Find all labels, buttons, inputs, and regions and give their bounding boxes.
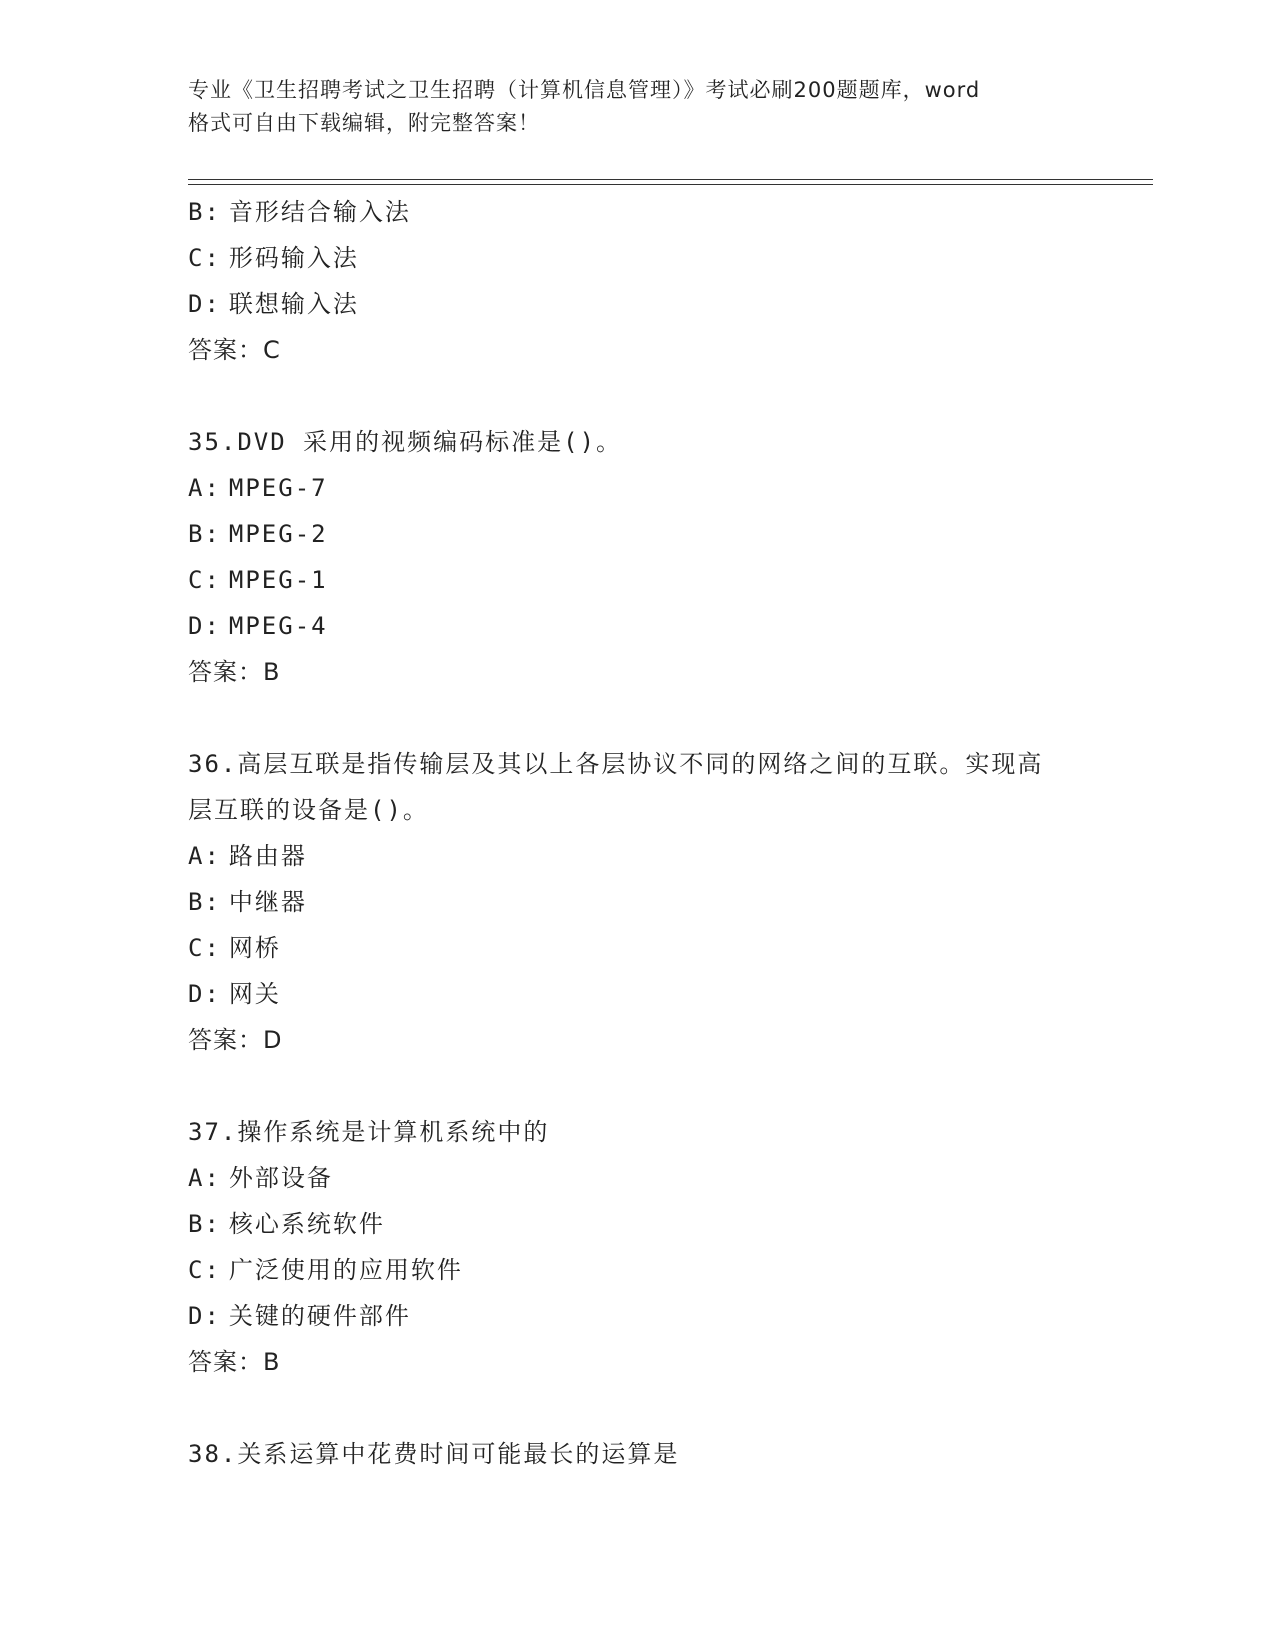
header-title-line-2: 格式可自由下载编辑，附完整答案！ (188, 111, 540, 135)
answer-line: 答案：B (188, 1348, 281, 1376)
option-text: 核心系统软件 (228, 1210, 385, 1238)
option-label: D: (188, 980, 221, 1008)
spacer (188, 373, 1088, 419)
option-line (188, 235, 1088, 281)
option-line (188, 1293, 1088, 1339)
answer-line: 答案：B (188, 658, 281, 686)
option-line (188, 971, 1088, 1017)
option-label: A: (188, 1164, 221, 1192)
option-line (188, 1155, 1088, 1201)
header-divider-top (188, 179, 1153, 180)
option-label: A: (188, 842, 221, 870)
option-text: MPEG-7 (228, 474, 328, 502)
option-label: C: (188, 934, 221, 962)
option-label: C: (188, 244, 221, 272)
option-label: D: (188, 1302, 221, 1330)
header-divider-bottom (188, 184, 1153, 185)
answer-line: 答案：C (188, 336, 281, 364)
option-text: MPEG-2 (228, 520, 328, 548)
question-stem: 36.高层互联是指传输层及其以上各层协议不同的网络之间的互联。实现高层互联的设备是()。 (188, 750, 1044, 824)
document-header (188, 74, 1088, 140)
option-line (188, 465, 1088, 511)
option-text: 网桥 (228, 934, 281, 962)
option-line (188, 1201, 1088, 1247)
option-label: D: (188, 290, 221, 318)
option-line (188, 879, 1088, 925)
question-stem: 38.关系运算中花费时间可能最长的运算是 (188, 1440, 680, 1468)
option-text: 联想输入法 (228, 290, 359, 318)
option-label: C: (188, 566, 221, 594)
question-stem: 37.操作系统是计算机系统中的 (188, 1118, 550, 1146)
option-line (188, 1247, 1088, 1293)
option-text: 形码输入法 (228, 244, 359, 272)
option-label: B: (188, 198, 221, 226)
option-text: 外部设备 (228, 1164, 333, 1192)
document-body (188, 189, 1088, 1477)
spacer (188, 1385, 1088, 1431)
option-label: A: (188, 474, 221, 502)
answer-line: 答案：D (188, 1026, 283, 1054)
option-label: D: (188, 612, 221, 640)
option-line (188, 833, 1088, 879)
option-label: B: (188, 520, 221, 548)
spacer (188, 1063, 1088, 1109)
spacer (188, 695, 1088, 741)
option-line (188, 189, 1088, 235)
option-text: 中继器 (228, 888, 307, 916)
option-line (188, 511, 1088, 557)
option-label: B: (188, 1210, 221, 1238)
option-text: 路由器 (228, 842, 307, 870)
option-text: 关键的硬件部件 (228, 1302, 411, 1330)
option-text: MPEG-4 (228, 612, 328, 640)
option-label: B: (188, 888, 221, 916)
option-text: 音形结合输入法 (228, 198, 411, 226)
header-title-line-1: 专业《卫生招聘考试之卫生招聘（计算机信息管理）》考试必刷200题题库，word (188, 78, 981, 102)
option-text: MPEG-1 (228, 566, 328, 594)
option-text: 广泛使用的应用软件 (228, 1256, 463, 1284)
option-line (188, 281, 1088, 327)
option-line (188, 603, 1088, 649)
option-line (188, 557, 1088, 603)
option-text: 网关 (228, 980, 281, 1008)
option-label: C: (188, 1256, 221, 1284)
option-line (188, 925, 1088, 971)
question-stem: 35.DVD 采用的视频编码标准是()。 (188, 428, 623, 456)
